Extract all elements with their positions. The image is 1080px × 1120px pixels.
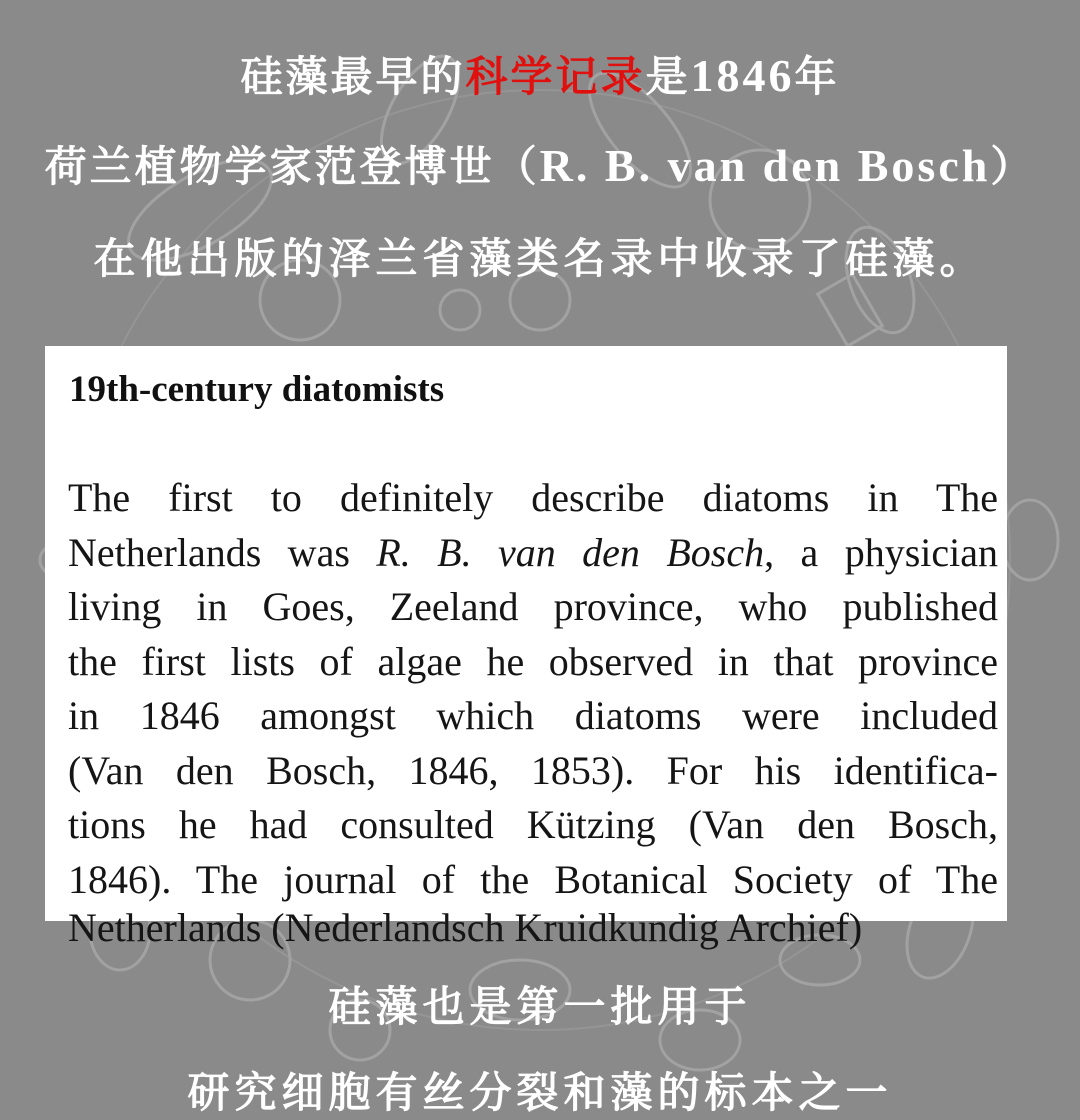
excerpt-body — [68, 471, 998, 907]
heading-highlight: 科学记录 — [465, 52, 646, 101]
heading-line-2-b: ） — [990, 142, 1036, 191]
excerpt-line: tions he had consulted Kützing (Van den Bosch, — [68, 802, 998, 847]
heading-line-1-b: 是 — [645, 52, 691, 101]
excerpt-line-part: Netherlands was — [68, 529, 377, 575]
heading-line-2-a: 荷兰植物学家范登博世（ — [44, 142, 540, 191]
heading-line-1-c: 年 — [794, 52, 840, 101]
excerpt-italic-name: R. B. van den Bosch — [376, 529, 765, 575]
excerpt-line: the first lists of algae he observed in that province — [68, 638, 998, 684]
excerpt-line-part: , a physician — [764, 529, 998, 575]
heading-line-1 — [0, 44, 1080, 104]
heading-line-1-a: 硅藻最早的 — [240, 52, 466, 101]
heading-latin-name: R. B. van den Bosch — [539, 140, 991, 191]
excerpt-line: 1846). The journal of the Botanical Society of The — [68, 856, 998, 902]
excerpt-line: (Van den Bosch, 1846, 1853). For his identifica- — [68, 747, 998, 793]
heading-year: 1846 — [690, 50, 795, 101]
heading-line-2 — [0, 134, 1080, 194]
excerpt-line: living in Goes, Zeeland province, who published — [68, 584, 998, 629]
excerpt-line: The first to definitely describe diatoms in The — [68, 475, 998, 520]
excerpt-line: in 1846 amongst which diatoms were included — [68, 693, 998, 738]
excerpt-cut-line: Netherlands (Nederlandsch Kruidkundig Archief) — [68, 905, 863, 950]
footer-line-2: 研究细胞有丝分裂和藻的标本之一 — [187, 1068, 893, 1117]
excerpt-title: 19th-century diatomists — [69, 369, 445, 410]
excerpt-line — [68, 526, 998, 581]
heading-line-3: 在他出版的泽兰省藻类名录中收录了硅藻。 — [93, 234, 987, 283]
book-excerpt-card — [45, 346, 1007, 950]
footer-line-1: 硅藻也是第一批用于 — [328, 982, 752, 1031]
